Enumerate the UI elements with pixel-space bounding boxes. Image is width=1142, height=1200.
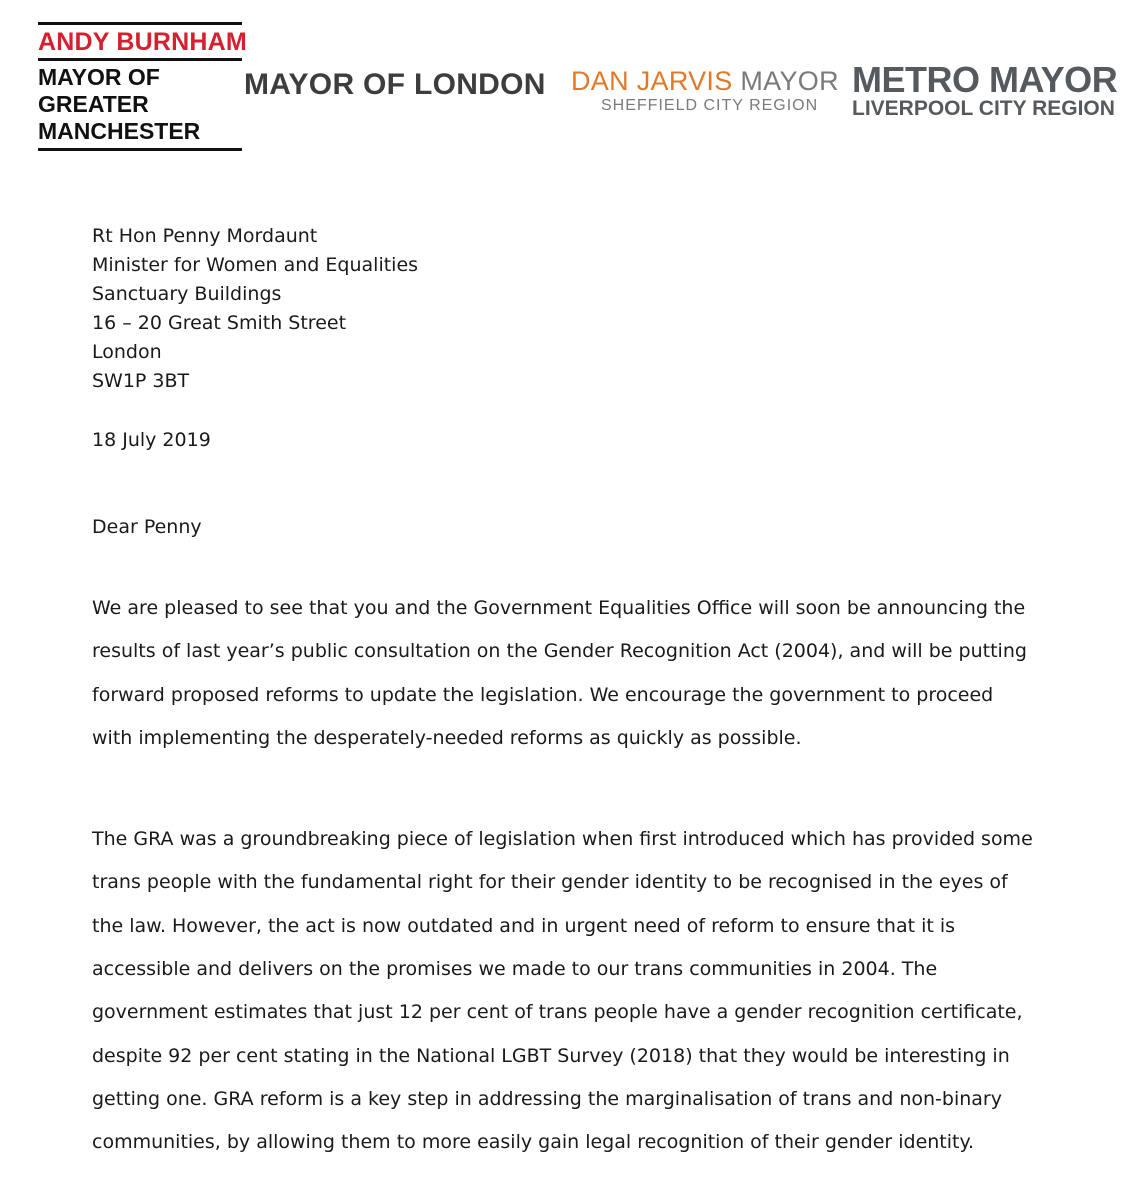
paragraph [92,818,1092,1164]
paragraph [92,587,1092,760]
mayor-of-london-logo: MAYOR OF LONDON [244,68,546,101]
liverpool-logo-title: METRO MAYOR [852,59,1118,100]
sheffield-mayor-role: MAYOR [740,66,839,96]
paragraph-line: government estimates that just 12 per cent of trans people have a gender recognition certificate, [92,1001,1023,1024]
paragraph-line: We are pleased to see that you and the Government Equalities Office will soon be announcing the [92,597,1026,619]
address-line: Sanctuary Buildings [92,283,282,305]
paragraph-line: communities, by allowing them to more easily gain legal recognition of their gender identity. [92,1131,975,1154]
logo-mayor-title [38,61,243,148]
paragraph-line: despite 92 per cent stating in the National LGBT Survey (2018) that they would be interesting in [92,1044,1010,1067]
logo-bottom-rule [38,148,242,151]
recipient-address [92,222,1092,396]
paragraph-line: forward proposed reforms to update the legislation. We encourage the government to proceed [92,683,994,706]
paragraph-line: getting one. GRA reform is a key step in addressing the marginalisation of trans and non-binary [92,1087,1002,1110]
logo-title-line: MAYOR OF [38,64,160,90]
address-line: Rt Hon Penny Mordaunt [92,225,318,247]
paragraph-line: trans people with the fundamental right for their gender identity to be recognised in the eyes of [92,871,1008,894]
letter-body [92,222,1092,1165]
logo-title-line: GREATER [38,91,149,117]
liverpool-region: LIVERPOOL CITY REGION [852,97,1115,120]
address-line: 16 – 20 Great Smith Street [92,312,347,334]
address-line: SW1P 3BT [92,370,190,392]
address-line: Minister for Women and Equalities [92,254,419,276]
paragraph-line: accessible and delivers on the promises we made to our trans communities in 2004. The [92,958,938,981]
paragraph-line: the law. However, the act is now outdated and in urgent need of reform to ensure that it is [92,914,956,937]
letterhead [0,0,1142,160]
logo-title-line: MANCHESTER [38,118,201,144]
address-line: London [92,341,162,363]
sheffield-mayor-name: DAN JARVIS [571,66,733,96]
sheffield-mayor-logo [571,66,839,115]
sheffield-region: SHEFFIELD CITY REGION [601,97,819,114]
logo-mayor-name: ANDY BURNHAM [38,28,247,56]
greater-manchester-mayor-logo [38,22,247,151]
salutation: Dear Penny [92,516,202,538]
paragraph-line: with implementing the desperately-needed reforms as quickly as possible. [92,726,802,749]
paragraph-line: The GRA was a groundbreaking piece of legislation when first introduced which has provided some [92,828,1033,851]
paragraph-line: results of last year’s public consultation on the Gender Recognition Act (2004), and will be putting [92,640,1027,663]
sheffield-logo-title [571,66,839,96]
liverpool-metro-mayor-logo [852,59,1134,121]
letter-date: 18 July 2019 [92,429,211,451]
